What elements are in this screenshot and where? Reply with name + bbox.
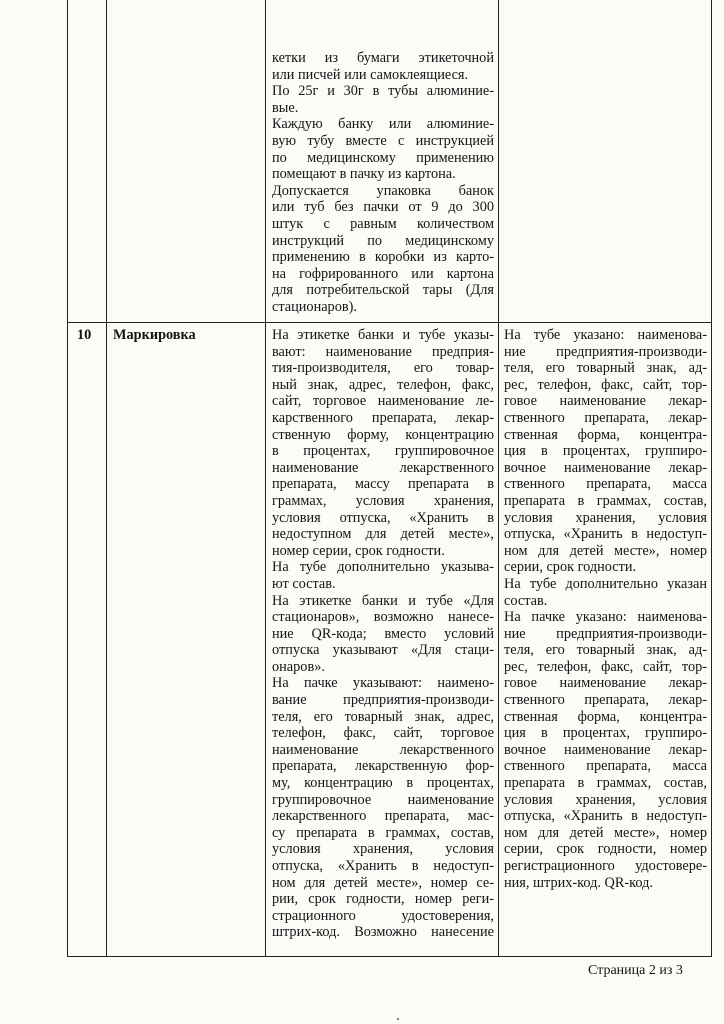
prev-row-spec-cell (272, 50, 494, 316)
scan-speck (397, 1018, 399, 1020)
table-border-bottom (67, 956, 712, 957)
table-border-left (67, 0, 68, 957)
text-line: телефон, факс, сайт, торговое (272, 725, 494, 742)
text-line: вые. (272, 99, 299, 116)
text-line: ние QR-кода; вместо условий (272, 625, 494, 642)
text-line: ют состав. (272, 575, 336, 592)
text-line: По 25г и 30г в тубы алюминие- (272, 83, 494, 100)
text-line: ция в процентах, группиро- (504, 725, 707, 742)
text-line: вую тубу вместе с инструкцией (272, 132, 494, 149)
text-line: На тубе дополнительно указыва- (272, 559, 494, 576)
text-line: вание предприятия-производи- (272, 692, 494, 709)
text-line: теля, его товарный знак, ад- (504, 642, 707, 659)
text-line: в процентах, группировочное (272, 443, 494, 460)
text-line: вочное наименование лекар- (504, 459, 707, 476)
text-line: отпуска, «Хранить в недоступ- (504, 526, 707, 543)
column-divider-spec (498, 0, 499, 957)
text-line: или туб без пачки от 9 до 300 (272, 199, 494, 216)
text-line: ственная форма, концентра- (504, 708, 707, 725)
text-line: на гофрированного или картона (272, 265, 494, 282)
row-number: 10 (77, 327, 92, 343)
text-line: стационаров», возможно нанесе- (272, 609, 494, 626)
text-line: отпуска указывают «Для стаци- (272, 642, 494, 659)
text-line: су препарата в граммах, состав, (272, 824, 494, 841)
text-line: рес, телефон, факс, сайт, тор- (504, 376, 707, 393)
text-line: по медицинскому применению (272, 149, 494, 166)
text-line: вочное наименование лекар- (504, 741, 707, 758)
text-line: стационаров). (272, 298, 357, 315)
row-description-cell (504, 327, 707, 891)
text-line: тия-производителя, его товар- (272, 360, 494, 377)
row-name: Маркировка (113, 327, 196, 343)
text-line: сайт, торговое наименование ле- (272, 393, 494, 410)
text-line: препарата в граммах, состав, (504, 775, 707, 792)
text-line: ном для детей месте», номер се- (272, 874, 494, 891)
column-divider-name (265, 0, 266, 957)
text-line: ние предприятия-производи- (504, 625, 707, 642)
text-line: вают: наименование предприя- (272, 343, 494, 360)
text-line: ния, штрих-код. QR-код. (504, 874, 653, 891)
text-line: для потребительской тары (Для (272, 282, 494, 299)
text-line: препарата, массу препарата в (272, 476, 494, 493)
text-line: условия хранения, условия (504, 791, 707, 808)
text-line: граммах, условия хранения, (272, 492, 494, 509)
text-line: ственного препарата, масса (504, 758, 707, 775)
text-line: препарата, лекарственную фор- (272, 758, 494, 775)
text-line: На этикетке банки и тубе «Для (272, 592, 494, 609)
text-line: ственного препарата, лекар- (504, 692, 707, 709)
table-border-right (711, 0, 712, 957)
spec-table (67, 0, 712, 957)
text-line: ный знак, адрес, телефон, факс, (272, 376, 494, 393)
text-line: ном для детей месте», номер (504, 824, 707, 841)
text-line: условия отпуска, «Хранить в (272, 509, 494, 526)
text-line: группировочное наименование (272, 791, 494, 808)
text-line: ственного препарата, масса (504, 476, 707, 493)
text-line: условия хранения, условия (272, 841, 494, 858)
page-number: Страница 2 из 3 (588, 963, 683, 978)
text-line: отпуска, «Хранить в недоступ- (504, 808, 707, 825)
text-line: применению в коробки из карто- (272, 249, 494, 266)
text-line: ственного препарата, лекар- (504, 409, 707, 426)
text-line: Каждую банку или алюминие- (272, 116, 494, 133)
text-line: Допускается упаковка банок (272, 182, 494, 199)
text-line: онаров». (272, 658, 325, 675)
row-spec-cell (272, 327, 494, 941)
text-line: На тубе дополнительно указан (504, 575, 707, 592)
text-line: ция в процентах, группиро- (504, 443, 707, 460)
text-line: серии, срок годности, номер (504, 841, 707, 858)
text-line: состав. (504, 592, 548, 609)
text-line: теля, его товарный знак, ад- (504, 360, 707, 377)
text-line: регистрационного удостовере- (504, 858, 707, 874)
text-line: На пачке указано: наименова- (504, 609, 707, 626)
text-line: инструкций по медицинскому (272, 232, 494, 249)
text-line: условия хранения, условия (504, 509, 707, 526)
text-line: страционного удостоверения, (272, 907, 494, 924)
text-line: штук с равным количеством (272, 215, 494, 232)
text-line: номер серии, срок годности. (272, 542, 445, 559)
text-line: наименование лекарственного (272, 741, 494, 758)
text-line: ние предприятия-производи- (504, 343, 707, 360)
text-line: или писчей или самоклеящиеся. (272, 66, 469, 83)
text-line: ственная форма, концентра- (504, 426, 707, 443)
text-line: лекарственного препарата, мас- (272, 808, 494, 825)
text-line: штрих-код. Возможно нанесение (272, 924, 494, 941)
text-line: отпуска, «Хранить в недоступ- (272, 858, 494, 874)
text-line: недоступном для детей месте», (272, 526, 494, 543)
row-divider (67, 322, 712, 323)
text-line: помещают в пачку из картона. (272, 166, 456, 183)
column-divider-number (106, 0, 107, 957)
text-line: говое наименование лекар- (504, 393, 707, 410)
text-line: На этикетке банки и тубе указы- (272, 327, 494, 343)
text-line: ственную форму, концентрацию (272, 426, 494, 443)
text-line: ном для детей месте», номер (504, 542, 707, 559)
text-line: рес, телефон, факс, сайт, тор- (504, 658, 707, 675)
text-line: теля, его товарный знак, адрес, (272, 708, 494, 725)
text-line: кетки из бумаги этикеточной (272, 50, 494, 66)
text-line: На пачке указывают: наимено- (272, 675, 494, 692)
text-line: препарата в граммах, состав, (504, 492, 707, 509)
text-line: карственного препарата, лекар- (272, 409, 494, 426)
text-line: серии, срок годности. (504, 559, 637, 576)
text-line: му, концентрацию в процентах, (272, 775, 494, 792)
text-line: наименование лекарственного (272, 459, 494, 476)
text-line: На тубе указано: наименова- (504, 327, 707, 343)
text-line: рии, срок годности, номер реги- (272, 891, 494, 908)
text-line: говое наименование лекар- (504, 675, 707, 692)
